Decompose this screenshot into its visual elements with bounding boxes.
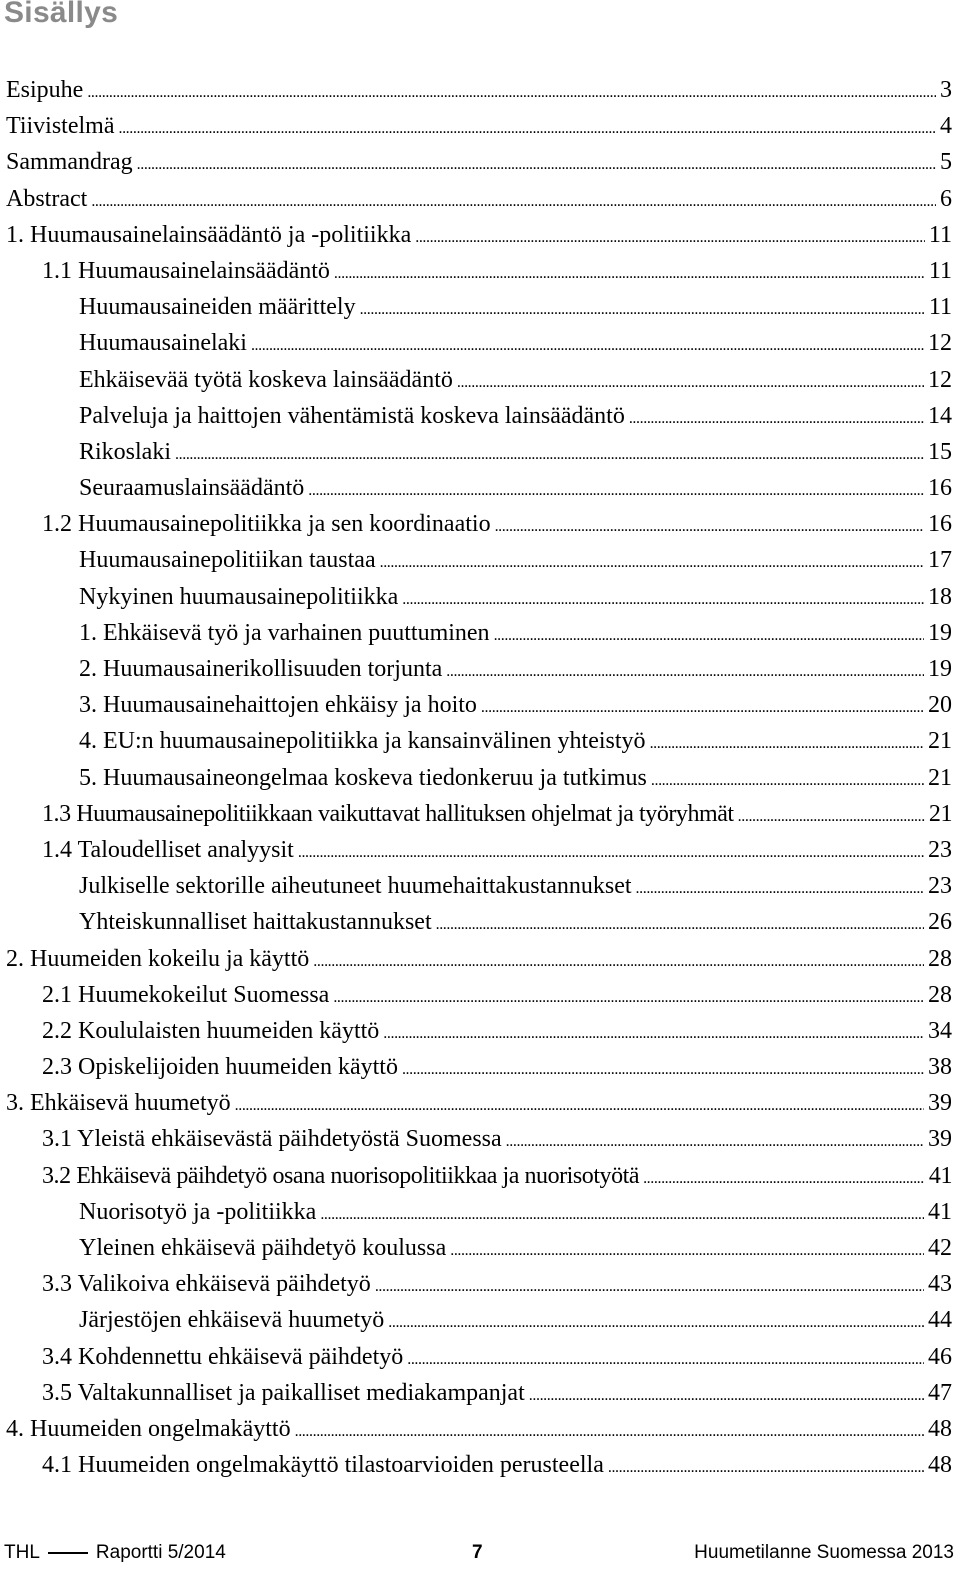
toc-entry[interactable] [6,542,952,578]
toc-entry-page: 6 [940,185,952,212]
toc-entry-page: 12 [928,366,952,393]
toc-entry-page: 12 [928,330,952,357]
toc-entry-page: 46 [928,1343,952,1370]
toc-entry-page: 20 [928,692,952,719]
toc-entry-page: 3 [940,77,952,103]
toc-dot-leader [481,687,924,726]
toc-dot-leader [175,434,924,473]
toc-entry[interactable] [6,1194,952,1230]
toc-entry-page: 44 [928,1307,952,1334]
toc-dot-leader [446,651,924,690]
toc-entry-page: 11 [928,221,952,248]
toc-entry-label: 3.4 Kohdennettu ehkäisevä päihdetyö [42,1343,404,1370]
footer-publisher: THL [4,1542,40,1563]
footer-document-title: Huumetilanne Suomessa 2013 [694,1542,954,1563]
toc-dot-leader [529,1375,924,1414]
toc-entry-page: 17 [928,547,952,574]
toc-entry-page: 28 [928,981,952,1008]
toc-dot-leader [308,470,924,509]
toc-entry-page: 42 [928,1235,952,1261]
toc-entry[interactable] [6,615,952,651]
toc-entry-label: Järjestöjen ehkäisevä huumetyö [79,1307,385,1334]
toc-entry-label: Yhteiskunnalliset haittakustannukset [79,909,432,936]
toc-entry[interactable] [6,579,952,615]
toc-entry[interactable] [6,108,952,144]
toc-entry-page: 26 [928,909,952,936]
toc-entry-label: 3.3 Valikoiva ehkäisevä päihdetyö [42,1271,371,1298]
toc-entry[interactable] [6,651,952,687]
toc-dot-leader [298,832,924,871]
toc-dot-leader [450,1230,924,1269]
toc-entry[interactable] [6,1411,952,1447]
toc-dot-leader [333,977,924,1016]
toc-entry-page: 16 [928,475,952,502]
toc-entry[interactable] [6,362,952,398]
toc-entry[interactable] [6,398,952,434]
toc-entry-label: 2.2 Koululaisten huumeiden käyttö [42,1017,380,1044]
toc-entry-label: Nykyinen huumausainepolitiikka [79,583,399,610]
toc-dot-leader [636,868,924,907]
toc-entry-label: Palveluja ja haittojen vähentämistä koskeva lainsäädäntö [79,402,625,429]
toc-dot-leader [235,1085,924,1124]
toc-entry[interactable] [6,760,952,796]
toc-dot-leader [494,615,924,654]
toc-dot-leader [629,398,924,437]
toc-entry-label: 3.5 Valtakunnalliset ja paikalliset mediakampanjat [42,1379,525,1406]
toc-entry-page: 23 [928,836,952,863]
toc-dot-leader [608,1447,924,1486]
toc-entry[interactable] [6,1230,952,1266]
toc-entry-label: 2.3 Opiskelijoiden huumeiden käyttö [42,1054,398,1081]
toc-entry-label: Rikoslaki [79,438,172,465]
toc-entry-label: 3.2 Ehkäisevä päihdetyö osana nuorisopolitiikkaa ja nuorisotyötä [42,1162,640,1189]
toc-entry-label: Huumausaineiden määrittely [79,294,356,321]
toc-entry[interactable] [6,1375,952,1411]
toc-dot-leader [87,72,936,111]
toc-entry-label: 4.1 Huumeiden ongelmakäyttö tilastoarvioiden perusteella [42,1452,604,1479]
toc-entry-label: 4. EU:n huumausainepolitiikka ja kansainvälinen yhteistyö [79,728,646,755]
toc-entry-label: Seuraamuslainsäädäntö [79,475,305,502]
toc-entry-page: 21 [928,728,952,755]
toc-dot-leader [651,760,924,799]
footer-dash [48,1552,88,1554]
toc-dot-leader [402,579,924,618]
toc-entry-page: 14 [928,402,952,429]
toc-entry-page: 47 [928,1379,952,1406]
toc-entry-label: Nuorisotyö ja -politiikka [79,1198,317,1225]
toc-entry-label: Sammandrag [6,149,133,176]
toc-entry-page: 48 [928,1415,952,1442]
toc-entry[interactable] [6,289,952,325]
toc-entry[interactable] [6,181,952,217]
toc-entry-label: Ehkäisevää työtä koskeva lainsäädäntö [79,366,453,393]
toc-dot-leader [295,1411,924,1450]
toc-entry-page: 15 [928,438,952,465]
page-footer [0,1538,960,1570]
toc-entry[interactable] [6,1158,952,1194]
toc-entry-page: 16 [928,511,952,538]
toc-entry[interactable] [6,904,952,940]
toc-entry-page: 19 [928,656,952,682]
toc-entry[interactable] [6,72,952,108]
toc-entry[interactable] [6,253,952,289]
toc-entry-label: 2.1 Huumekokeilut Suomessa [42,981,330,1008]
toc-dot-leader [495,506,924,545]
toc-entry-label: 5. Huumausaineongelmaa koskeva tiedonkeruu ja tutkimus [79,764,647,791]
toc-dot-leader [402,1049,924,1088]
toc-entry[interactable] [6,723,952,759]
footer-report-info [4,1542,226,1564]
toc-dot-leader [457,362,924,401]
toc-dot-leader [118,108,936,147]
footer-report: Raportti 5/2014 [95,1542,226,1563]
toc-entry[interactable] [6,1447,952,1483]
toc-dot-leader [388,1302,924,1341]
toc-dot-leader [506,1121,924,1160]
toc-entry-label: 4. Huumeiden ongelmakäyttö [6,1415,291,1442]
toc-dot-leader [91,181,936,220]
toc-entry-label: 1. Ehkäisevä työ ja varhainen puuttuminen [79,619,490,646]
toc-dot-leader [360,289,925,328]
toc-entry-page: 5 [940,149,952,176]
toc-entry-page: 34 [928,1017,952,1044]
toc-entry-label: 1.3 Huumausainepolitiikkaan vaikuttavat hallituksen ohjelmat ja työryhmät [42,800,734,827]
toc-entry-page: 38 [928,1054,952,1081]
toc-entry[interactable] [6,325,952,361]
toc-entry-label: 1.1 Huumausainelainsäädäntö [42,257,330,284]
toc-entry[interactable] [6,1121,952,1157]
toc-entry[interactable] [6,506,952,542]
toc-dot-leader [650,723,924,762]
toc-entry-label: Tiivistelmä [6,113,115,140]
toc-dot-leader [436,904,924,943]
toc-entry-page: 18 [928,583,952,610]
page-title: Sisällys [4,0,119,29]
toc-entry[interactable] [6,217,952,253]
toc-entry-page: 21 [928,800,952,827]
toc-entry[interactable] [6,977,952,1013]
toc-entry[interactable] [6,434,952,470]
toc-dot-leader [334,253,925,292]
toc-entry-label: 1.2 Huumausainepolitiikka ja sen koordinaatio [42,511,491,538]
toc-entry-page: 11 [928,257,952,284]
toc-entry[interactable] [6,687,952,723]
footer-page-number: 7 [472,1542,483,1563]
toc-entry[interactable] [6,796,952,832]
toc-entry-label: Huumausainelaki [79,330,247,357]
toc-dot-leader [320,1194,924,1233]
toc-entry-page: 41 [928,1198,952,1225]
toc-entry-label: 3.1 Yleistä ehkäisevästä päihdetyöstä Suomessa [42,1126,502,1153]
toc-entry-label: 1.4 Taloudelliset analyysit [42,836,294,863]
toc-entry[interactable] [6,1049,952,1085]
toc-entry-label: 3. Huumausainehaittojen ehkäisy ja hoito [79,692,477,719]
toc-dot-leader [407,1339,924,1378]
toc-dot-leader [137,144,936,183]
toc-entry-page: 28 [928,945,952,972]
toc-entry-page: 41 [928,1162,952,1189]
toc-dot-leader [375,1266,924,1305]
toc-entry[interactable] [6,1013,952,1049]
toc-entry-label: Esipuhe [6,77,84,103]
toc-entry-label: 2. Huumeiden kokeilu ja käyttö [6,945,310,972]
toc-entry-label: Abstract [6,185,88,212]
toc-entry-page: 39 [928,1090,952,1117]
toc-entry-page: 43 [928,1271,952,1298]
toc-entry[interactable] [6,1339,952,1375]
toc-entry-label: 1. Huumausainelainsäädäntö ja -politiikka [6,221,412,248]
toc-entry-label: 3. Ehkäisevä huumetyö [6,1090,231,1117]
toc-entry[interactable] [6,868,952,904]
toc-entry-label: 2. Huumausainerikollisuuden torjunta [79,656,443,682]
toc-entry[interactable] [6,941,952,977]
toc-entry[interactable] [6,1302,952,1338]
toc-dot-leader [415,217,925,256]
toc-dot-leader [738,796,925,835]
toc-dot-leader [383,1013,924,1052]
toc-entry-page: 23 [928,873,952,900]
toc-entry[interactable] [6,1266,952,1302]
toc-entry-page: 21 [928,764,952,791]
toc-entry[interactable] [6,144,952,180]
toc-entry-page: 19 [928,619,952,646]
toc-entry-page: 4 [940,113,952,140]
toc-entry-label: Julkiselle sektorille aiheutuneet huumehaittakustannukset [79,873,632,900]
toc-entry[interactable] [6,832,952,868]
toc-entry-label: Huumausainepolitiikan taustaa [79,547,376,574]
toc-entry[interactable] [6,470,952,506]
toc-dot-leader [380,542,924,581]
toc-entry-page: 39 [928,1126,952,1153]
toc-entry-label: Yleinen ehkäisevä päihdetyö koulussa [79,1235,447,1261]
toc-dot-leader [313,941,924,980]
toc-dot-leader [251,325,924,364]
table-of-contents [6,72,952,1483]
toc-entry-page: 11 [928,294,952,321]
toc-dot-leader [643,1158,925,1197]
toc-entry[interactable] [6,1085,952,1121]
toc-entry-page: 48 [928,1452,952,1479]
